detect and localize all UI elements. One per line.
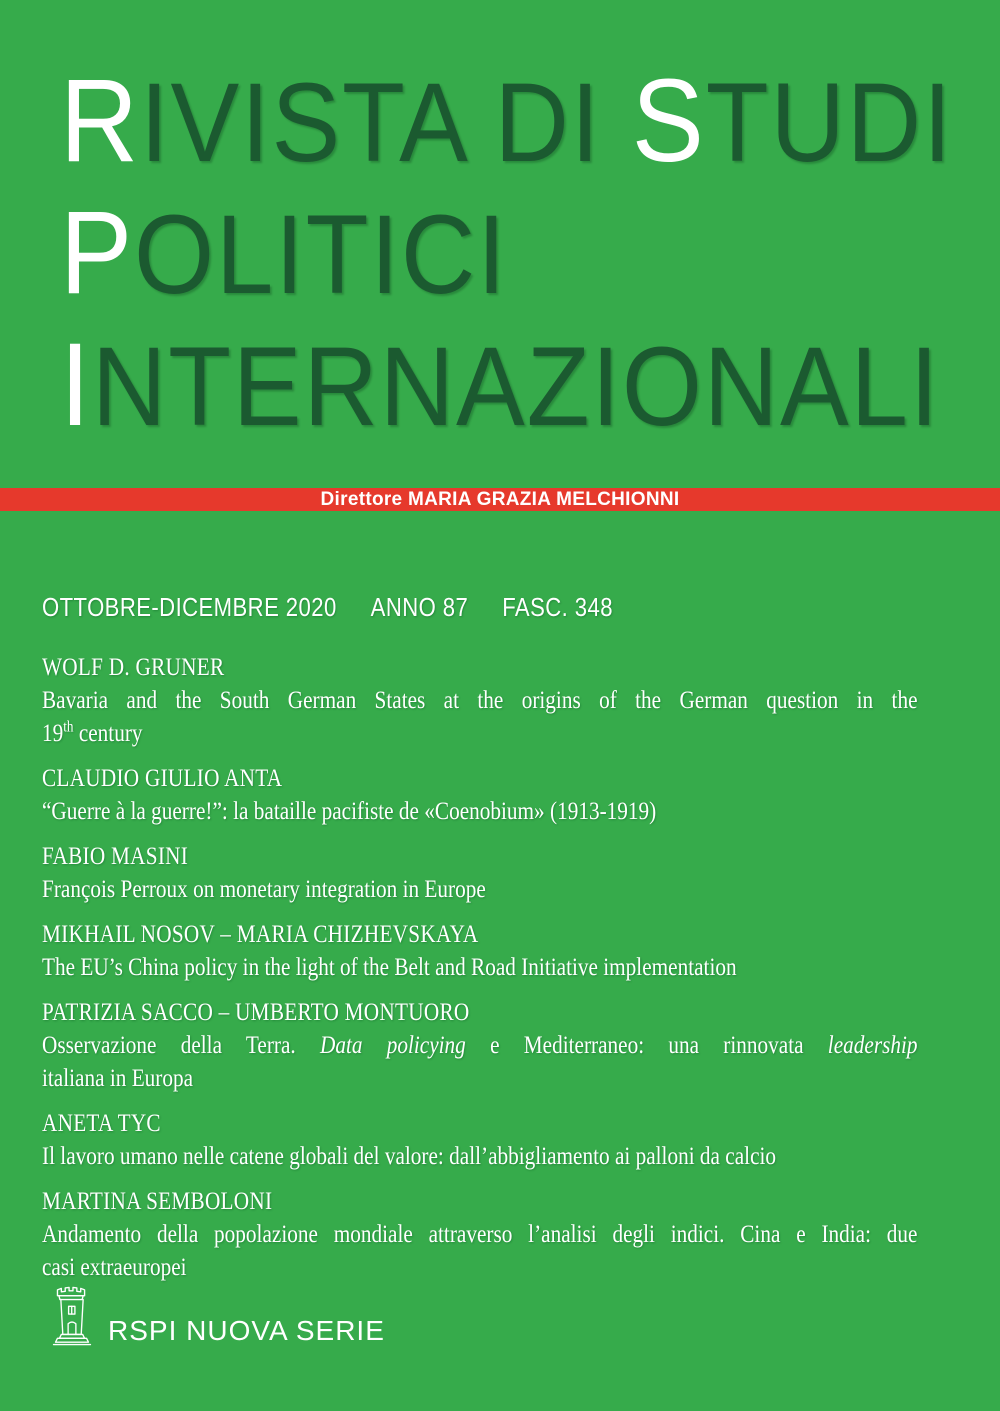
masthead-text: OLITICI bbox=[134, 192, 508, 317]
issue-anno: ANNO 87 bbox=[370, 592, 469, 622]
masthead-text: TUDI bbox=[705, 60, 954, 185]
masthead-initial-i: I bbox=[60, 319, 92, 450]
director-banner-text: Direttore MARIA GRAZIA MELCHIONNI bbox=[320, 488, 680, 510]
entry-authors: FABIO MASINI bbox=[42, 843, 189, 870]
entry-title-line bbox=[42, 873, 918, 906]
masthead-text: IVISTA DI bbox=[139, 60, 632, 185]
entry-authors: ANETA TYC bbox=[42, 1110, 161, 1137]
title-text: Osservazione della Terra. bbox=[42, 1032, 320, 1059]
toc-entry bbox=[42, 918, 918, 984]
title-text: The EU’s China policy in the light of the Belt and Road Initiative implementation bbox=[42, 954, 737, 981]
entry-authors: CLAUDIO GIULIO ANTA bbox=[42, 765, 283, 792]
masthead-initial-r: R bbox=[60, 55, 140, 186]
table-of-contents bbox=[42, 651, 918, 1284]
masthead-line-3 bbox=[60, 320, 953, 452]
title-text: century bbox=[73, 720, 143, 747]
footer bbox=[52, 1286, 385, 1348]
entry-title-line bbox=[42, 951, 918, 984]
entry-authors: MIKHAIL NOSOV – MARIA CHIZHEVSKAYA bbox=[42, 921, 479, 948]
title-text: e Mediterraneo: una rinnovata bbox=[465, 1032, 828, 1059]
masthead bbox=[60, 56, 953, 452]
masthead-initial-s: S bbox=[631, 55, 706, 186]
issue-line bbox=[42, 592, 918, 623]
entry-title-line bbox=[42, 1140, 918, 1173]
director-banner bbox=[0, 488, 1000, 511]
title-text: François Perroux on monetary integration in Europe bbox=[42, 876, 486, 903]
masthead-initial-p: P bbox=[60, 187, 135, 318]
title-text: Il lavoro umano nelle catene globali del valore: dall’abbigliamento ai palloni da calcio bbox=[42, 1143, 777, 1170]
title-text: italiana in Europa bbox=[42, 1065, 194, 1092]
entry-title-line bbox=[42, 795, 918, 828]
title-text: Andamento della popolazione mondiale attraverso l’analisi degli indici. Cina e India: due bbox=[42, 1221, 918, 1248]
title-text-italic: Data policying bbox=[319, 1032, 466, 1059]
entry-authors: WOLF D. GRUNER bbox=[42, 654, 225, 681]
masthead-line-1 bbox=[60, 56, 953, 188]
toc-entry bbox=[42, 651, 918, 750]
tower-icon bbox=[52, 1286, 92, 1348]
toc-entry bbox=[42, 1107, 918, 1173]
entry-title-line bbox=[42, 717, 918, 750]
entry-title-line bbox=[42, 1062, 918, 1095]
title-text: Bavaria and the South German States at the origins of the German question in the bbox=[42, 687, 918, 714]
toc-entry bbox=[42, 762, 918, 828]
entry-title-line bbox=[42, 1029, 918, 1062]
entry-title-line bbox=[42, 1251, 918, 1284]
series-label: RSPI NUOVA SERIE bbox=[108, 1315, 385, 1346]
title-text: “Guerre à la guerre!”: la bataille pacifiste de «Coenobium» (1913-1919) bbox=[42, 798, 657, 825]
title-superscript: th bbox=[63, 718, 74, 736]
entry-authors: PATRIZIA SACCO – UMBERTO MONTUORO bbox=[42, 999, 470, 1026]
masthead-line-2 bbox=[60, 188, 953, 320]
toc-entry bbox=[42, 996, 918, 1095]
title-text: casi extraeuropei bbox=[42, 1254, 187, 1281]
entry-title-line bbox=[42, 1218, 918, 1251]
issue-fasc: FASC. 348 bbox=[502, 592, 613, 622]
entry-authors: MARTINA SEMBOLONI bbox=[42, 1188, 273, 1215]
cover-content bbox=[42, 592, 918, 1296]
title-text-italic: leadership bbox=[827, 1032, 918, 1059]
toc-entry bbox=[42, 840, 918, 906]
issue-period: OTTOBRE-DICEMBRE 2020 bbox=[42, 592, 337, 622]
toc-entry bbox=[42, 1185, 918, 1284]
entry-title-line bbox=[42, 684, 918, 717]
masthead-text: NTERNAZIONALI bbox=[91, 324, 941, 449]
title-text: 19 bbox=[42, 720, 64, 747]
